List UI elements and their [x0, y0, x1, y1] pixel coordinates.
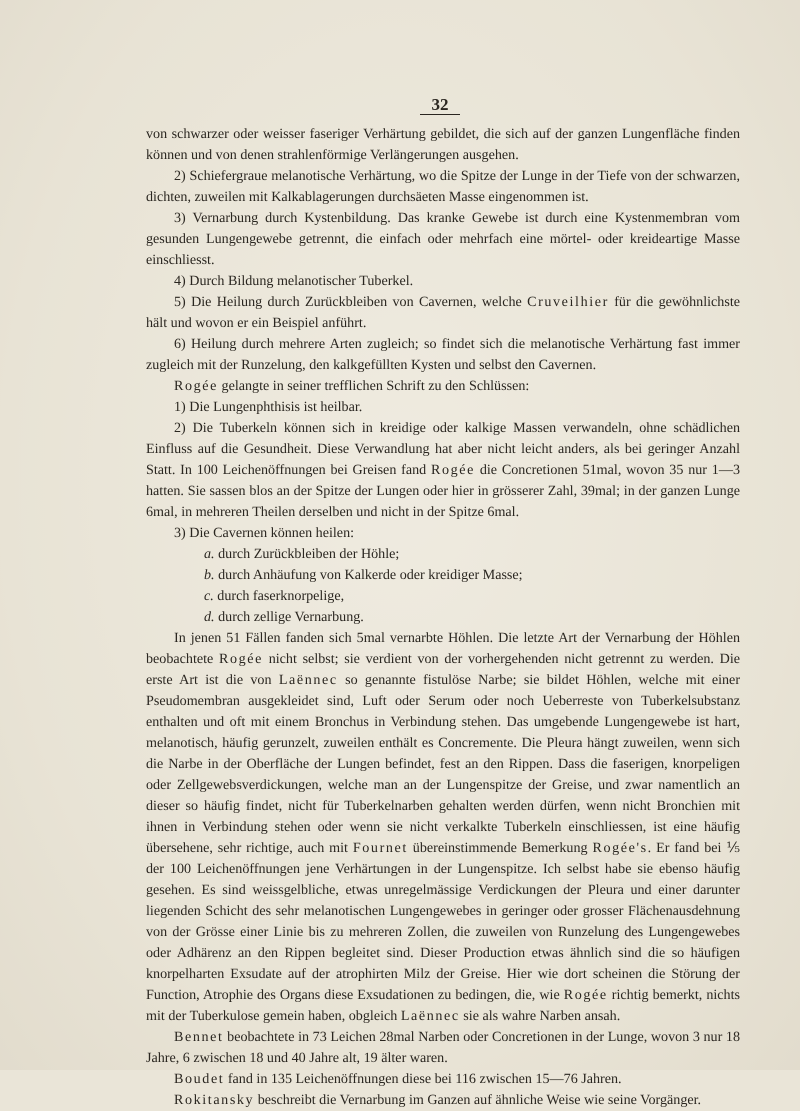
author-name: Rogée	[174, 378, 219, 394]
text-run: beschreibt die Vernarbung im Ganzen auf ähnliche Weise wie seine Vorgänger.	[254, 1092, 702, 1108]
paragraph	[146, 418, 740, 523]
body-text	[146, 124, 740, 1111]
paragraph	[146, 166, 740, 208]
list-label: d.	[204, 609, 215, 625]
author-name: Laënnec	[278, 672, 338, 688]
text-run: von schwarzer oder weisser faseriger Verhärtung gebildet, die sich auf der ganzen Lungenfläche finden können und von denen strahlenförmige Verlängerungen ausgehen.	[146, 126, 740, 163]
text-run: durch zellige Vernarbung.	[214, 609, 364, 625]
author-name: Fournet	[352, 840, 408, 856]
paragraph	[146, 523, 740, 544]
paragraph	[146, 607, 740, 628]
text-run: 2) Die Tuberkeln können sich in kreidige oder kalkige Massen verwandeln, ohne schädlichen Einfluss auf die Gesundheit. Diese Verwandlung hat aber nicht leicht anders, als bei geringer Anzahl Statt. In 100 Leichenöffnungen bei Greisen fand	[146, 420, 740, 478]
paragraph	[146, 124, 740, 166]
text-run: richtig bemerkt, nichts mit der Tuberkulose gemein haben, obgleich	[146, 987, 740, 1024]
text-run: durch Anhäufung von Kalkerde oder kreidiger Masse;	[214, 567, 523, 583]
author-name: Laënnec	[400, 1008, 460, 1024]
paragraph	[146, 1069, 740, 1090]
page-number: 32	[420, 96, 460, 115]
paragraph	[146, 292, 740, 334]
text-run: übereinstimmende Bemerkung	[407, 840, 593, 856]
text-run: 5) Die Heilung durch Zurückbleiben von Cavernen, welche	[174, 294, 528, 310]
author-name: Bennet	[174, 1029, 224, 1045]
text-run: durch Zurückbleiben der Höhle;	[214, 546, 400, 562]
paragraph	[146, 628, 740, 1027]
paragraph	[146, 544, 740, 565]
text-run: 6) Heilung durch mehrere Arten zugleich; so findet sich die melanotische Verhärtung fast immer zugleich mit der Runzelung, den kalkgefüllten Kysten und selbst den Cavernen.	[146, 336, 740, 373]
text-run: 4) Durch Bildung melanotischer Tuberkel.	[174, 273, 414, 289]
text-run: 3) Die Cavernen können heilen:	[174, 525, 355, 541]
paragraph	[146, 397, 740, 418]
author-name: Rogée	[431, 462, 476, 478]
list-label: a.	[204, 546, 215, 562]
text-run: fand in 135 Leichenöffnungen diese bei 116 zwischen 15—76 Jahren.	[224, 1071, 622, 1087]
text-run: 2) Schiefergraue melanotische Verhärtung, wo die Spitze der Lunge in der Tiefe von der schwarzen, dichten, zuweilen mit Kalkablagerungen durchsäeten Masse eingenommen ist.	[146, 168, 740, 205]
list-label: c.	[204, 588, 214, 604]
paragraph	[146, 586, 740, 607]
paragraph	[146, 1027, 740, 1069]
paragraph	[146, 208, 740, 271]
text-run: In jenen 51 Fällen fanden sich 5mal vernarbte Höhlen. Die letzte Art der Vernarbung der Höhlen beobachtete	[146, 630, 740, 667]
text-run: beobachtete in 73 Leichen 28mal Narben oder Concretionen in der Lunge, wovon 3 nur 18 Jahre, 6 zwischen 18 und 40 Jahre alt, 19 älter waren.	[146, 1029, 740, 1066]
text-run: für die gewöhnlichste hält und wovon er ein Beispiel anführt.	[146, 294, 740, 331]
author-name: Rokitansky	[174, 1092, 255, 1108]
text-run: 1) Die Lungenphthisis ist heilbar.	[174, 399, 363, 415]
text-run: sie als wahre Narben ansah.	[459, 1008, 621, 1024]
paragraph	[146, 376, 740, 397]
text-run: nicht selbst; sie verdient von der vorhergehenden nicht getrennt zu werden. Die erste Art ist die von	[146, 651, 740, 688]
author-name: Rogée's	[592, 840, 648, 856]
text-run: 3) Vernarbung durch Kystenbildung. Das kranke Gewebe ist durch eine Kystenmembran vom gesunden Lungengewebe getrennt, die einfach oder mehrfach eine mörtel- oder kreideartige Masse einschliesst.	[146, 210, 740, 268]
author-name: Cruveilhier	[527, 294, 609, 310]
text-run: . Er fand bei ⅕ der 100 Leichenöffnungen jene Verhärtungen in der Lungenspitze. Ich selbst habe sie ebenso häufig gesehen. Es sind weissgelbliche, etwas unregelmässige Verdickungen der Pleura und einer darunter liegenden Schicht des sehr melanotischen Lungengewebes in geringer oder grosser Flächenausdehnung von der Grösse einer Linie bis zu mehreren Zollen, die zuweilen von Runzelung des Lungengewebes oder Adhärenz an den Rippen begleitet sind. Dieser Production etwas ähnlich sind die so häufigen knorpelharten Exsudate auf der atrophirten Milz der Greise. Hier wie dort scheinen die Störung der Function, Atrophie des Organs diese Exsudationen zu bedingen, die, wie	[146, 840, 740, 1003]
author-name: Rogée	[219, 651, 264, 667]
paragraph	[146, 1090, 740, 1111]
text-run: gelangte in seiner trefflichen Schrift zu den Schlüssen:	[218, 378, 530, 394]
list-label: b.	[204, 567, 215, 583]
text-run: so genannte fistulöse Narbe; sie bildet Höhlen, welche mit einer Pseudomembran ausgekleidet sind, Luft oder Serum oder noch Ueberreste von Tuberkelsubstanz enthalten und oft mit einem Bronchus in Verbindung stehen. Das umgebende Lungengewebe ist hart, melanotisch, häufig gerunzelt, zuweilen enthält es Concremente. Die Pleura hängt zuweilen, wenn sich die Narbe in der Oberfläche der Lungen befindet, fest an den Rippen. Dass die faserigen, knorpeligen oder Zellgewebsverdickungen, welche man an der Lungenspitze der Greise, und zwar namentlich an dieser so häufig findet, nicht für Tuberkelnarben gehalten werden dürfen, wenn nicht Bronchien mit ihnen in Verbindung stehen oder wenn sie nicht verkalkte Tuberkeln einschliessen, ist eine häufig übersehene, sehr richtige, auch mit	[146, 672, 741, 856]
paragraph	[146, 334, 740, 376]
author-name: Boudet	[174, 1071, 225, 1087]
paragraph	[146, 565, 740, 586]
text-run: die Concretionen 51mal, wovon 35 nur 1—3 hatten. Sie sassen blos an der Spitze der Lungen oder hier in grösserer Zahl, 39mal; in der ganzen Lunge 6mal, in mehreren Theilen derselben und nicht in der Spitze 6mal.	[146, 462, 740, 520]
text-run: durch faserknorpelige,	[213, 588, 345, 604]
paragraph	[146, 271, 740, 292]
author-name: Rogée	[563, 987, 608, 1003]
